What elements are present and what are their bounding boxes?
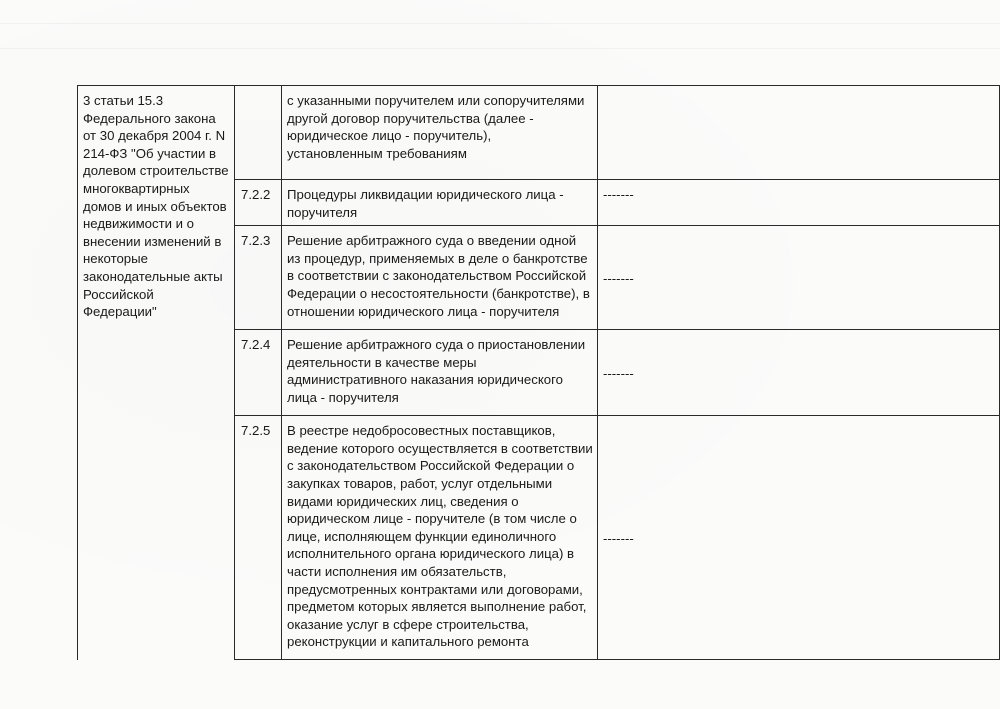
row-description: Решение арбитражного суда о приостановлении деятельности в качестве меры административного наказания юридического лица - поручителя — [287, 337, 586, 405]
row-description-cell — [282, 416, 598, 660]
row-number-cell — [235, 86, 282, 180]
row-value: ------- — [603, 187, 634, 202]
row-description-cell — [282, 330, 598, 416]
law-reference-text: 3 статьи 15.3 Федерального закона от 30 декабря 2004 г. N 214-ФЗ "Об участии в долевом строительстве многоквартирных домов и иных объектов недвижимости и о внесении изменений в некоторые законодательные акты Российской Федерации" — [83, 93, 229, 320]
row-value: ------- — [603, 270, 634, 286]
row-value: ------- — [603, 530, 634, 546]
row-number-cell — [235, 226, 282, 330]
row-description: Процедуры ликвидации юридического лица - поручителя — [287, 187, 564, 220]
scan-artifact — [0, 23, 1000, 24]
row-description-cell — [282, 180, 598, 226]
row-number: 7.2.3 — [241, 233, 271, 249]
row-number-cell — [235, 416, 282, 660]
row-description-cell — [282, 86, 598, 180]
disclosure-table — [77, 85, 1000, 660]
row-description: В реестре недобросовестных поставщиков, ведение которого осуществляется в соответствии с законодательством Российской Федерации о закупках товаров, работ, услуг отдельными видами юридических лиц, сведения о юридическом лице - поручителе (в том числе о лице, исполняющем функции единоличного исполнительного органа юридического лица) в части исполнения им обязательств, предусмотренных контрактами или договорами, предметом которых является выполнение работ, оказание услуг в сфере строительства, реконструкции и капитального ремонта — [287, 423, 593, 650]
row-value-cell — [598, 180, 1000, 226]
law-reference-cell — [78, 86, 235, 660]
row-value-cell — [598, 226, 1000, 330]
row-value-cell — [598, 416, 1000, 660]
row-description: с указанными поручителем или сопоручителями другой договор поручительства (далее - юридическое лицо - поручитель), установленным требованиям — [287, 93, 585, 161]
row-description: Решение арбитражного суда о введении одной из процедур, применяемых в деле о банкротстве в соответствии с законодательством Российской Федерации о несостоятельности (банкротстве), в отношении юридического лица - поручителя — [287, 233, 590, 319]
row-number: 7.2.4 — [241, 337, 271, 353]
row-number: 7.2.2 — [241, 187, 271, 202]
row-value-cell — [598, 86, 1000, 180]
row-number: 7.2.5 — [241, 423, 271, 439]
table-row — [78, 86, 1000, 180]
row-value-cell — [598, 330, 1000, 416]
row-number-cell — [235, 330, 282, 416]
row-description-cell — [282, 226, 598, 330]
scan-artifact — [0, 48, 1000, 49]
row-value: ------- — [603, 365, 634, 381]
row-number-cell — [235, 180, 282, 226]
